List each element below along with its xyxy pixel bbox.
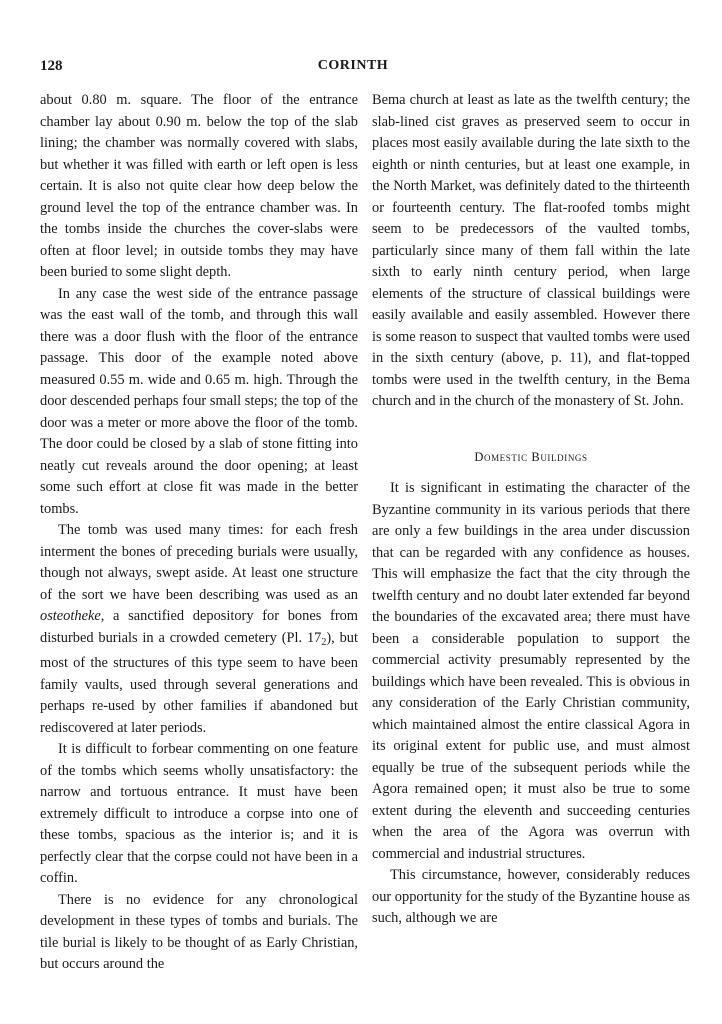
paragraph [40, 520, 358, 739]
page-number: 128 [40, 58, 63, 74]
right-column [372, 90, 690, 930]
section-heading: Domestic Buildings [474, 449, 588, 464]
paragraph: This circumstance, however, considerably reduces our opportunity for the study of the Byzantine house as such, although we are [372, 867, 690, 926]
paragraph: It is difficult to forbear commenting on one feature of the tombs which seems wholly unsatisfactory: the narrow and tortuous entrance. It must have been extremely difficult to introduce a corpse into one of these tombs, spacious as the interior is; and it is perfectly clear that the corpse could not have been in a coffin. [40, 741, 358, 886]
paragraph: about 0.80 m. square. The floor of the entrance chamber lay about 0.90 m. below the top of the slab lining; the chamber was normally covered with slabs, but whether it was filled with earth or left open is less certain. It is also not quite clear how deep below the ground level the top of the entrance chamber was. In the tombs inside the churches the cover-slabs were often at floor level; in outside tombs they may have been buried to some slight depth. [40, 92, 358, 280]
paragraph: Bema church at least as late as the twelfth century; the slab-lined cist graves as preserved seem to occur in places most easily available during the late sixth to the eighth or ninth centuries, but at least one example, in the North Market, was definitely dated to the thirteenth or fourteenth century. The flat-roofed tombs might seem to be predecessors of the vaulted tombs, particularly since many of them fall within the late sixth to early ninth century period, when large elements of the structure of classical buildings were easily available and easily assembled. However there is some reason to suspect that vaulted tombs were used in the sixth century (above, p. 11), and flat-topped tombs were used in the twelfth century, in the Bema church and in the church of the monastery of St. John. [372, 92, 690, 409]
paragraph: In any case the west side of the entrance passage was the east wall of the tomb, and through this wall there was a door flush with the floor of the entrance passage. This door of the example noted above measured 0.55 m. wide and 0.65 m. high. Through the door descended perhaps four small steps; the top of the door was a meter or more above the floor of the tomb. The door could be closed by a slab of stone fitting into neatly cut reveals around the door opening; at least some such effort at close fit was made in the better tombs. [40, 285, 358, 517]
paragraph-text: The tomb was used many times: for each fresh interment the bones of preceding burials were usually, though not always, swept aside. At least one structure of the sort we have been describing was used as an [40, 522, 358, 603]
paragraph-text: , a sanctified depository for bones from disturbed burials in a crowded cemetery (Pl. 17 [40, 608, 358, 646]
running-title: CORINTH [317, 58, 389, 73]
italic-term: osteotheke [40, 608, 101, 624]
paragraph: There is no evidence for any chronological development in these types of tombs and burials. The tile burial is likely to be thought of as Early Christian, but occurs around the [40, 891, 358, 972]
running-head [40, 58, 666, 80]
left-column [40, 90, 358, 976]
plate-subscript: 2 [321, 636, 327, 648]
paragraph-text: ), but most of the structures of this type seem to have been family vaults, used through several generations and perhaps re-used by other families if abandoned but rediscovered at later periods. [40, 629, 358, 736]
paragraph: It is significant in estimating the character of the Byzantine community in its various periods that there are only a few buildings in the area under discussion that can be regarded with any confidence as houses. This will emphasize the fact that the city through the twelfth century and no doubt later extended far beyond the boundaries of the excavated area; there must have been a considerable population to support the commercial activity presumably represented by the buildings which have been revealed. This is obvious in any consideration of the Early Christian community, which maintained almost the entire classical Agora in its original extent for public use, and must almost equally be true of the subsequent periods while the Agora remained open; it must also be true to some extent during the eleventh and succeeding centuries when the area of the Agora was overrun with commercial and industrial structures. [372, 480, 690, 862]
